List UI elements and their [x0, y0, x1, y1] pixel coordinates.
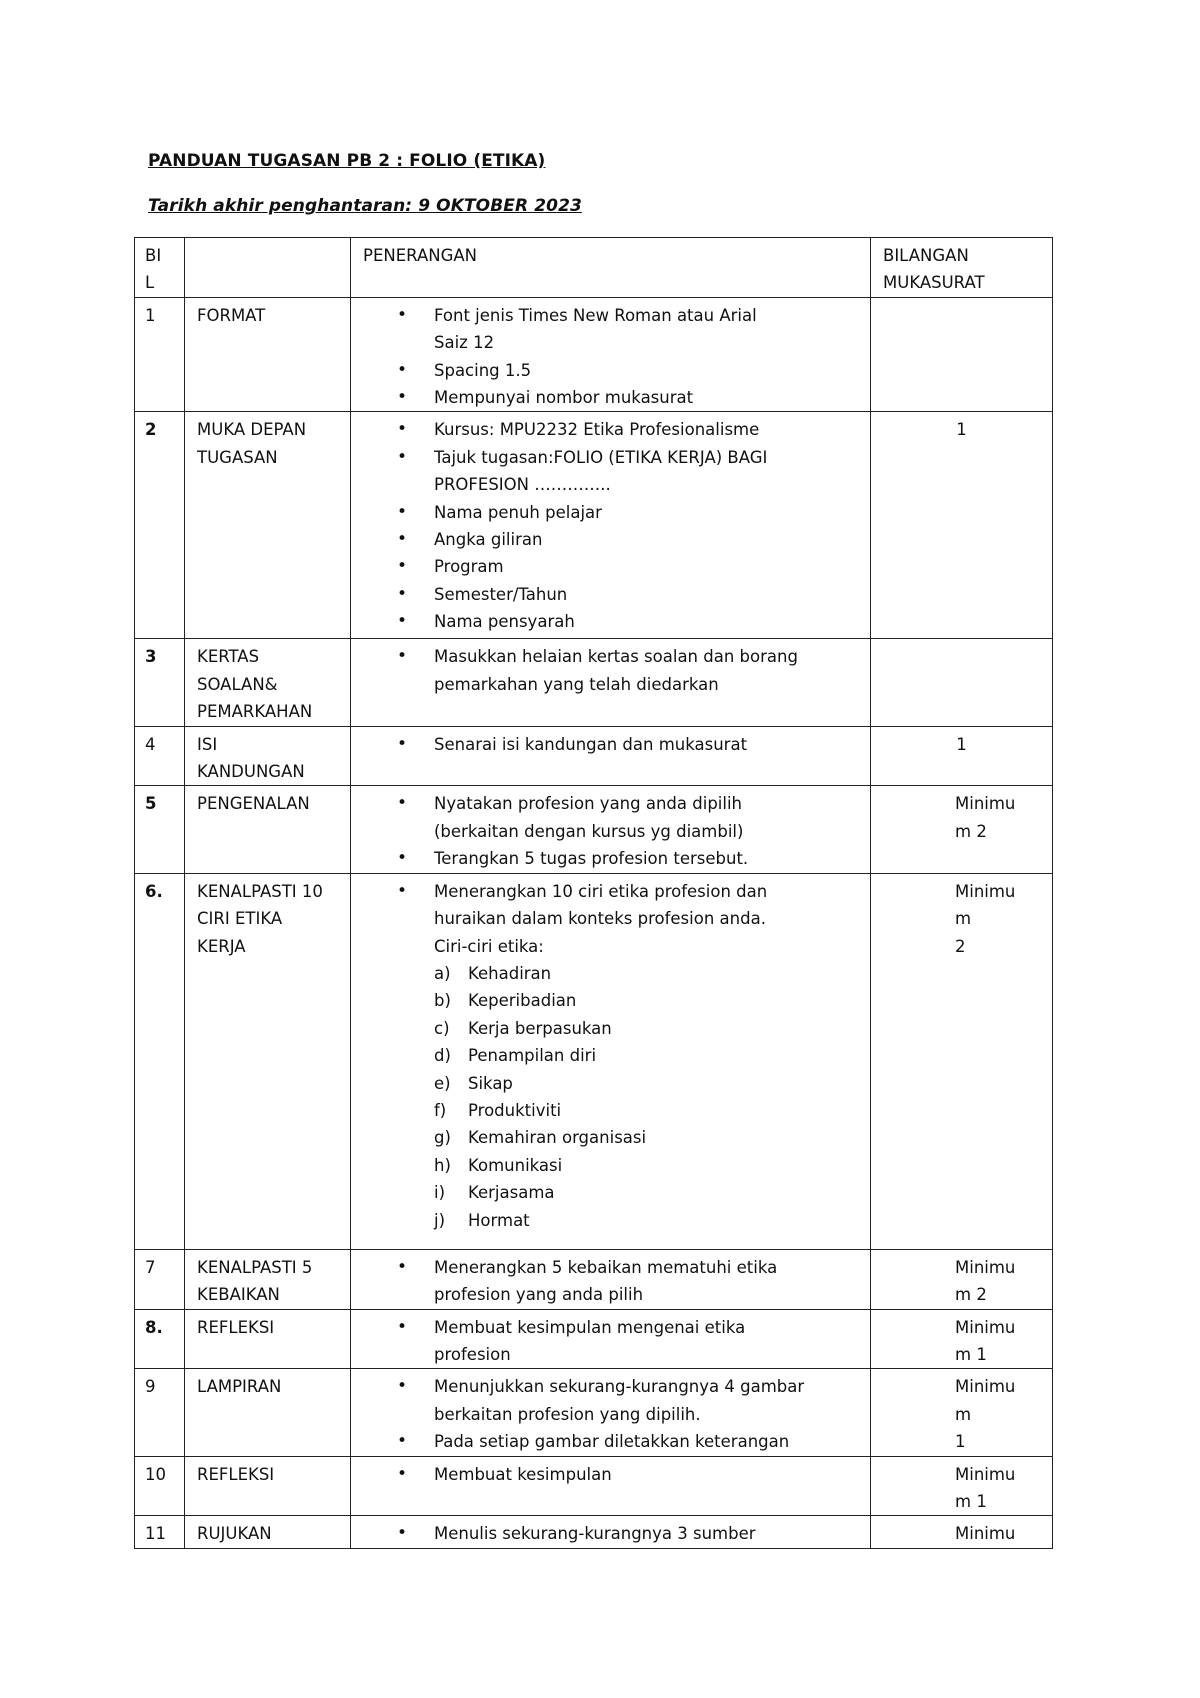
row-number: 11: [135, 1516, 185, 1548]
bullet-item: • Nama penuh pelajar: [395, 499, 858, 526]
sub-list-item: [434, 960, 858, 987]
row-description: [351, 639, 871, 726]
bullet-item: • Menunjukkan sekurang-kurangnya 4 gambar berkaitan profesion yang dipilih.: [395, 1373, 858, 1428]
row-number: 4: [135, 726, 185, 786]
sub-list-text: Hormat: [468, 1210, 530, 1230]
bullet-item: • Terangkan 5 tugas profesion tersebut.: [395, 845, 858, 872]
table-row: [135, 1309, 1053, 1369]
sub-list-text: Kemahiran organisasi: [468, 1128, 647, 1148]
row-number: 8.: [135, 1309, 185, 1369]
sub-list-item: [434, 1097, 858, 1124]
sub-list-label: g): [434, 1128, 451, 1148]
row-number: 5: [135, 786, 185, 873]
table-row: [135, 786, 1053, 873]
row-page-count: [871, 639, 1053, 726]
table-row: [135, 726, 1053, 786]
bullet-item: • Font jenis Times New Roman atau Arial Saiz 12: [395, 302, 858, 357]
bullet-item: • Nyatakan profesion yang anda dipilih (berkaitan dengan kursus yg diambil): [395, 790, 858, 845]
table-row: [135, 297, 1053, 412]
deadline: Tarikh akhir penghantaran: 9 OKTOBER 2023: [148, 196, 582, 216]
table-row: [135, 639, 1053, 726]
row-item: LAMPIRAN: [185, 1369, 351, 1456]
sub-list-item: [434, 1042, 858, 1069]
row-description: [351, 297, 871, 412]
row-page-count: [871, 297, 1053, 412]
sub-list-text: Sikap: [468, 1073, 513, 1093]
row-item: PENGENALAN: [185, 786, 351, 873]
row-item: KENALPASTI 5 KEBAIKAN: [185, 1249, 351, 1309]
sub-list-item: [434, 1070, 858, 1097]
row-description: [351, 1456, 871, 1516]
bullet-item: • Pada setiap gambar diletakkan keterangan: [395, 1428, 858, 1455]
bullet-item: • Mempunyai nombor mukasurat: [395, 384, 858, 411]
bullet-item: • Spacing 1.5: [395, 357, 858, 384]
sub-list-label: a): [434, 963, 451, 983]
row-description: [351, 1516, 871, 1548]
row-description: [351, 873, 871, 1249]
sub-list-item: [434, 1179, 858, 1206]
row-number: 6.: [135, 873, 185, 1249]
assignment-table: [134, 237, 1053, 1549]
row-number: 10: [135, 1456, 185, 1516]
sub-list-item: [434, 1152, 858, 1179]
row-number: 2: [135, 412, 185, 639]
row-item: ISI KANDUNGAN: [185, 726, 351, 786]
sub-list-text: Komunikasi: [468, 1155, 563, 1175]
bullet-item: • Menerangkan 5 kebaikan mematuhi etika profesion yang anda pilih: [395, 1254, 858, 1309]
row-item: REFLEKSI: [185, 1309, 351, 1369]
row-number: 1: [135, 297, 185, 412]
row-description: [351, 1309, 871, 1369]
row-page-count: Minimu m 1: [871, 1369, 1053, 1456]
sub-list-label: b): [434, 991, 451, 1011]
sub-list-label: e): [434, 1073, 451, 1093]
row-description: [351, 786, 871, 873]
row-item: KENALPASTI 10 CIRI ETIKA KERJA: [185, 873, 351, 1249]
table-row: [135, 1516, 1053, 1548]
sub-list-label: d): [434, 1046, 451, 1066]
bullet-item: • Nama pensyarah: [395, 608, 858, 635]
sub-list-label: c): [434, 1018, 450, 1038]
row-page-count: Minimu m 2: [871, 1249, 1053, 1309]
table-row: [135, 412, 1053, 639]
row-page-count: Minimu m 2: [871, 873, 1053, 1249]
row-description: [351, 412, 871, 639]
table-row: [135, 1369, 1053, 1456]
bullet-item: • Program: [395, 553, 858, 580]
row-page-count: Minimu m 1: [871, 1309, 1053, 1369]
bullet-item: • Menerangkan 10 ciri etika profesion dan huraikan dalam konteks profesion anda. Ciri-ciri etika:: [395, 878, 858, 960]
header-bil: BI L: [135, 238, 185, 298]
table-header-row: [135, 238, 1053, 298]
row-number: 9: [135, 1369, 185, 1456]
sub-list-item: [434, 987, 858, 1014]
sub-list-text: Kerjasama: [468, 1183, 555, 1203]
bullet-item: • Semester/Tahun: [395, 581, 858, 608]
bullet-item: • Menulis sekurang-kurangnya 3 sumber: [395, 1520, 858, 1547]
page-title: PANDUAN TUGASAN PB 2 : FOLIO (ETIKA): [148, 151, 546, 171]
bullet-item: • Tajuk tugasan:FOLIO (ETIKA KERJA) BAGI PROFESION …………..: [395, 444, 858, 499]
table-row: [135, 1456, 1053, 1516]
row-page-count: 1: [871, 412, 1053, 639]
sub-list-item: [434, 1015, 858, 1042]
row-number: 3: [135, 639, 185, 726]
sub-list-text: Produktiviti: [468, 1100, 562, 1120]
row-item: RUJUKAN: [185, 1516, 351, 1548]
row-item: FORMAT: [185, 297, 351, 412]
sub-list-text: Kerja berpasukan: [468, 1018, 612, 1038]
bullet-item: • Membuat kesimpulan mengenai etika profesion: [395, 1314, 858, 1369]
row-item: KERTAS SOALAN& PEMARKAHAN: [185, 639, 351, 726]
row-page-count: Minimu m 2: [871, 786, 1053, 873]
sub-list-item: [434, 1207, 858, 1234]
bullet-item: • Angka giliran: [395, 526, 858, 553]
sub-list-label: f): [434, 1100, 447, 1120]
header-penerangan: PENERANGAN: [351, 238, 871, 298]
row-description: [351, 726, 871, 786]
sub-list-text: Kehadiran: [468, 963, 552, 983]
table-row: [135, 1249, 1053, 1309]
bullet-item: • Membuat kesimpulan: [395, 1461, 858, 1488]
header-blank: [185, 238, 351, 298]
sub-list-label: j): [434, 1210, 446, 1230]
sub-list-text: Keperibadian: [468, 991, 577, 1011]
row-description: [351, 1249, 871, 1309]
row-page-count: Minimu: [871, 1516, 1053, 1548]
bullet-item: • Masukkan helaian kertas soalan dan borang pemarkahan yang telah diedarkan: [395, 643, 858, 698]
table-row: [135, 873, 1053, 1249]
row-number: 7: [135, 1249, 185, 1309]
bullet-item: • Kursus: MPU2232 Etika Profesionalisme: [395, 416, 858, 443]
sub-list-item: [434, 1124, 858, 1151]
sub-list-label: h): [434, 1155, 451, 1175]
row-description: [351, 1369, 871, 1456]
sub-list-label: i): [434, 1183, 446, 1203]
row-page-count: 1: [871, 726, 1053, 786]
bullet-item: • Senarai isi kandungan dan mukasurat: [395, 731, 858, 758]
row-item: REFLEKSI: [185, 1456, 351, 1516]
row-page-count: Minimu m 1: [871, 1456, 1053, 1516]
row-item: MUKA DEPAN TUGASAN: [185, 412, 351, 639]
sub-list-text: Penampilan diri: [468, 1046, 597, 1066]
header-bilangan: BILANGAN MUKASURAT: [871, 238, 1053, 298]
